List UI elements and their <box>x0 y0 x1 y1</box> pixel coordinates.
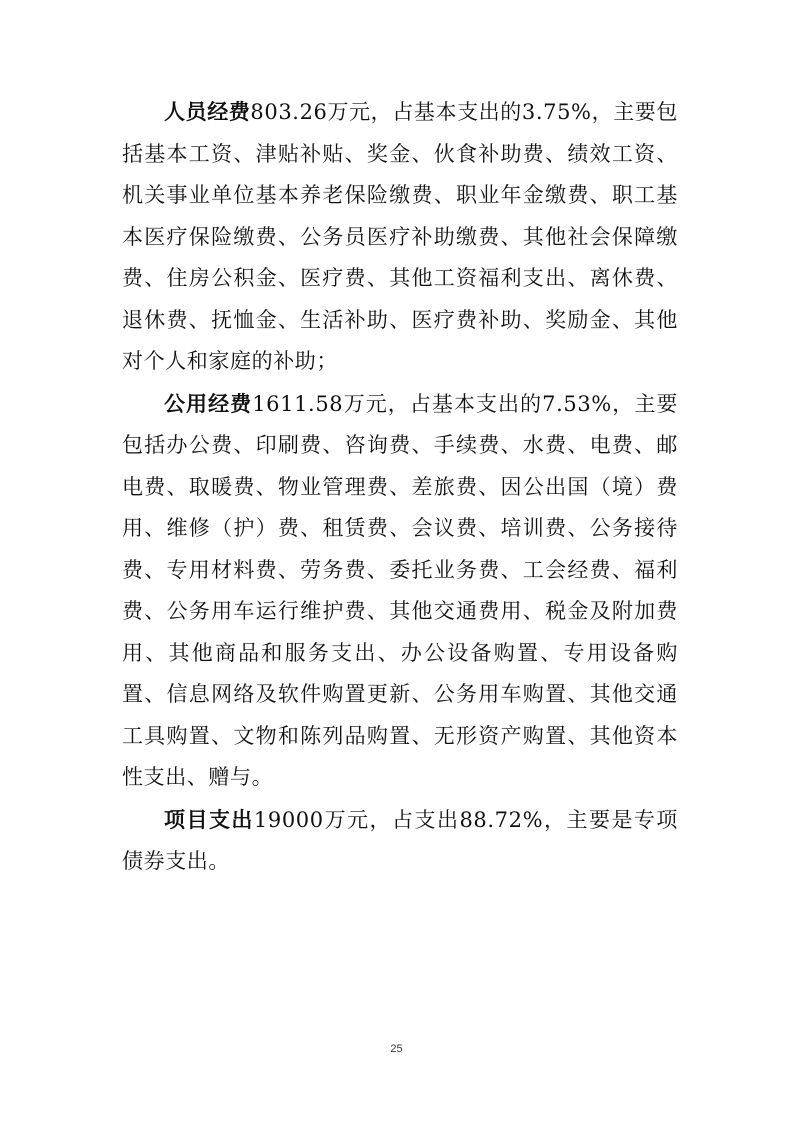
page-number: 25 <box>390 1043 403 1055</box>
term-personnel-expenses: 人员经费 <box>164 100 251 124</box>
paragraph-public-expenses <box>122 384 678 799</box>
paragraph-project-expenditure <box>122 800 678 883</box>
paragraph-text: 19000万元，占支出88.72%，主要是专项债券支出。 <box>122 807 678 873</box>
paragraph-text: 1611.58万元，占基本支出的7.53%，主要包括办公费、印刷费、咨询费、手续费、水费、电费、邮电费、取暖费、物业管理费、差旅费、因公出国（境）费用、维修（护）费、租赁费、会议费、培训费、公务接待费、专用材料费、劳务费、委托业务费、工会经费、福利费、公务用车运行维护费、其他交通费用、税金及附加费用、其他商品和服务支出、办公设备购置、专用设备购置、信息网络及软件购置更新、公务用车购置、其他交通工具购置、文物和陈列品购置、无形资产购置、其他资本性支出、赠与。 <box>122 391 678 789</box>
term-public-expenses: 公用经费 <box>164 391 253 416</box>
term-project-expenditure: 项目支出 <box>164 807 254 832</box>
paragraph-personnel-expenses <box>122 92 678 383</box>
body-text <box>122 92 678 883</box>
paragraph-text: 803.26万元，占基本支出的3.75%，主要包括基本工资、津贴补贴、奖金、伙食补助费、绩效工资、机关事业单位基本养老保险缴费、职业年金缴费、职工基本医疗保险缴费、公务员医疗补助缴费、其他社会保障缴费、住房公积金、医疗费、其他工资福利支出、离休费、退休费、抚恤金、生活补助、医疗费补助、奖励金、其他对个人和家庭的补助； <box>122 100 678 373</box>
